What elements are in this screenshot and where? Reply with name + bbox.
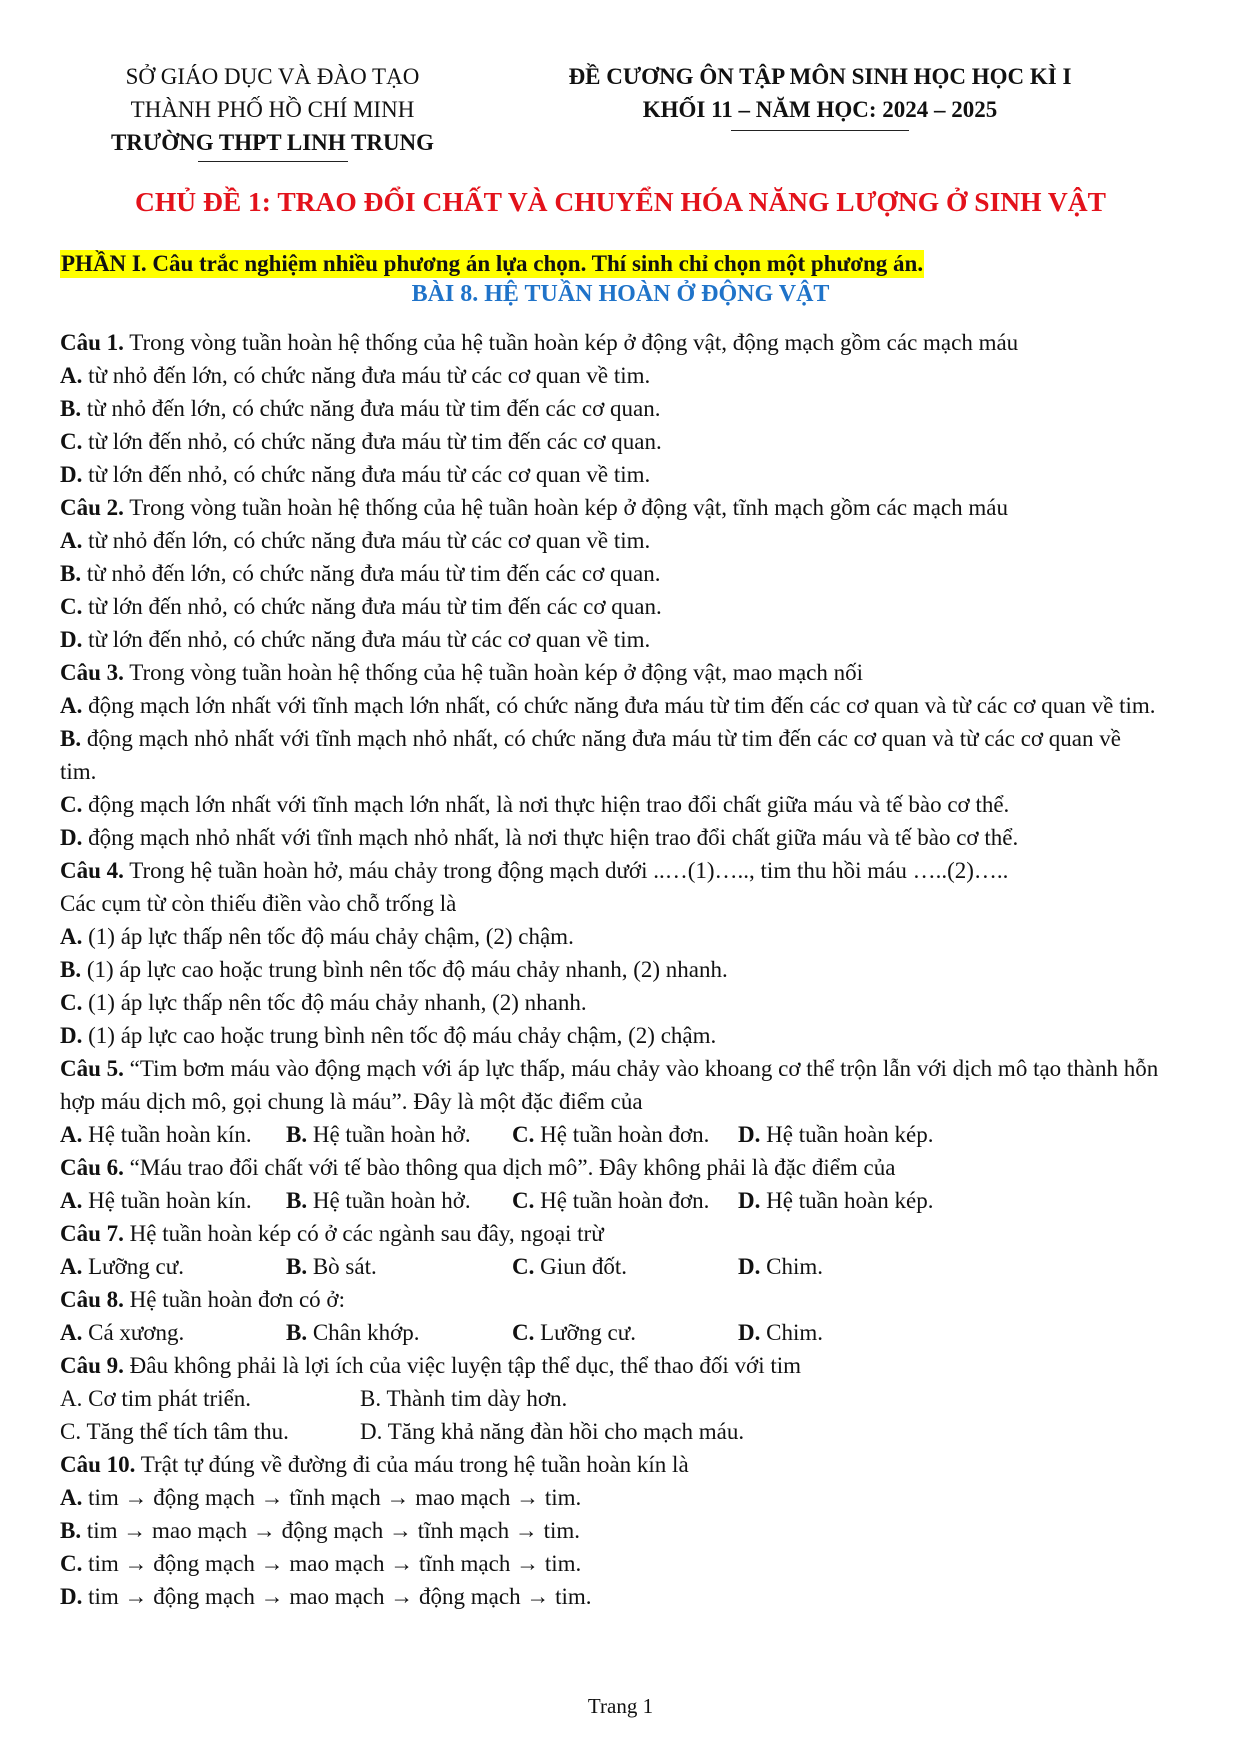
question-text: Hệ tuần hoàn đơn có ở: [129, 1287, 345, 1312]
option: C. từ lớn đến nhỏ, có chức năng đưa máu từ tim đến các cơ quan. [60, 594, 662, 619]
question-9: Câu 9. Đâu không phải là lợi ích của việc luyện tập thể dục, thể thao đối với tim [60, 1353, 802, 1378]
option: D. Hệ tuần hoàn kép. [738, 1122, 934, 1147]
option: C. từ lớn đến nhỏ, có chức năng đưa máu từ tim đến các cơ quan. [60, 429, 662, 454]
option: B. từ nhỏ đến lớn, có chức năng đưa máu từ tim đến các cơ quan. [60, 396, 661, 421]
option: B. (1) áp lực cao hoặc trung bình nên tốc độ máu chảy nhanh, (2) nhanh. [60, 957, 728, 982]
option: A. tim → động mạch → tĩnh mạch → mao mạch → tim. [60, 1485, 582, 1510]
option: D. từ lớn đến nhỏ, có chức năng đưa máu từ các cơ quan về tim. [60, 462, 651, 487]
header-right [530, 60, 1110, 131]
question-list [60, 326, 1185, 1613]
option: D. tim → động mạch → mao mạch → động mạch → tim. [60, 1584, 592, 1609]
grade-year: KHỐI 11 – NĂM HỌC: 2024 – 2025 [642, 97, 998, 122]
option: B. Bò sát. [286, 1254, 377, 1279]
option: C. Giun đốt. [512, 1254, 628, 1279]
lesson-heading: BÀI 8. HỆ TUẦN HOÀN Ở ĐỘNG VẬT [411, 281, 830, 307]
part-heading: PHẦN I. Câu trắc nghiệm nhiều phương án lựa chọn. Thí sinh chỉ chọn một phương án. [61, 251, 924, 276]
question-8: Câu 8. Hệ tuần hoàn đơn có ở: [60, 1287, 345, 1312]
option: B. tim → mao mạch → động mạch → tĩnh mạch → tim. [60, 1518, 580, 1543]
options-row [60, 1382, 1185, 1415]
option: D. Chim. [738, 1254, 823, 1279]
option: A. từ nhỏ đến lớn, có chức năng đưa máu từ các cơ quan về tim. [60, 363, 651, 388]
option: D. Chim. [738, 1320, 823, 1345]
question-1: Câu 1. Trong vòng tuần hoàn hệ thống của hệ tuần hoàn kép ở động vật, động mạch gồm các mạch máu [60, 330, 1019, 355]
option: C. Tăng thể tích tâm thu. [60, 1419, 289, 1444]
options-row [60, 1184, 1185, 1217]
options-row [60, 1118, 1185, 1151]
option: C. động mạch lớn nhất với tĩnh mạch lớn nhất, là nơi thực hiện trao đổi chất giữa máu và tế bào cơ thể. [60, 792, 1010, 817]
question-text: “Máu trao đổi chất với tế bào thông qua dịch mô”. Đây không phải là đặc điểm của [129, 1155, 896, 1180]
option: A. Cơ tim phát triển. [60, 1386, 252, 1411]
option: B. Hệ tuần hoàn hở. [286, 1188, 471, 1213]
question-10: Câu 10. Trật tự đúng về đường đi của máu trong hệ tuần hoàn kín là [60, 1452, 689, 1477]
question-3: Câu 3. Trong vòng tuần hoàn hệ thống của hệ tuần hoàn kép ở động vật, mao mạch nối [60, 660, 864, 685]
question-2: Câu 2. Trong vòng tuần hoàn hệ thống của hệ tuần hoàn kép ở động vật, tĩnh mạch gồm các mạch máu [60, 495, 1008, 520]
question-text: Trong vòng tuần hoàn hệ thống của hệ tuần hoàn kép ở động vật, động mạch gồm các mạch máu [129, 330, 1019, 355]
header-left-underline [198, 161, 348, 162]
question-4: Câu 4. Trong hệ tuần hoàn hở, máu chảy trong động mạch dưới ..…(1)….., tim thu hồi máu …..(2)….. [60, 858, 1009, 883]
header-right-underline [731, 130, 909, 131]
department-name: SỞ GIÁO DỤC VÀ ĐÀO TẠO [125, 64, 420, 89]
school-name: TRƯỜNG THPT LINH TRUNG [110, 130, 435, 155]
question-text: Trong vòng tuần hoàn hệ thống của hệ tuần hoàn kép ở động vật, tĩnh mạch gồm các mạch máu [129, 495, 1008, 520]
option: A. Hệ tuần hoàn kín. [60, 1122, 252, 1147]
question-text: “Tim bơm máu vào động mạch với áp lực thấp, máu chảy vào khoang cơ thể trộn lẫn với dịch mô tạo thành hỗn hợp máu dịch mô, gọi chung là máu”. Đây là một đặc điểm của [60, 1056, 1159, 1114]
option: B. Hệ tuần hoàn hở. [286, 1122, 471, 1147]
option: C. (1) áp lực thấp nên tốc độ máu chảy nhanh, (2) nhanh. [60, 990, 587, 1015]
city-name: THÀNH PHỐ HỒ CHÍ MINH [130, 97, 415, 122]
options-row [60, 1250, 1185, 1283]
option: A. (1) áp lực thấp nên tốc độ máu chảy chậm, (2) chậm. [60, 924, 574, 949]
option: B. động mạch nhỏ nhất với tĩnh mạch nhỏ nhất, có chức năng đưa máu từ tim đến các cơ quan và từ các cơ quan về tim. [60, 726, 1121, 784]
option: D. (1) áp lực cao hoặc trung bình nên tốc độ máu chảy chậm, (2) chậm. [60, 1023, 717, 1048]
option: C. Hệ tuần hoàn đơn. [512, 1122, 710, 1147]
question-text: Đâu không phải là lợi ích của việc luyện tập thể dục, thể thao đối với tim [129, 1353, 802, 1378]
option: A. Cá xương. [60, 1320, 185, 1345]
option: A. động mạch lớn nhất với tĩnh mạch lớn nhất, có chức năng đưa máu từ tim đến các cơ quan và từ các cơ quan về tim. [60, 693, 1156, 718]
question-text: Trong vòng tuần hoàn hệ thống của hệ tuần hoàn kép ở động vật, mao mạch nối [129, 660, 864, 685]
question-text: Trong hệ tuần hoàn hở, máu chảy trong động mạch dưới ..…(1)….., tim thu hồi máu …..(2)….. [129, 858, 1009, 883]
option: B. Chân khớp. [286, 1320, 420, 1345]
options-row [60, 1316, 1185, 1349]
question-text-continued: Các cụm từ còn thiếu điền vào chỗ trống là [60, 891, 457, 916]
page-number: Trang 1 [587, 1694, 654, 1718]
option: D. từ lớn đến nhỏ, có chức năng đưa máu từ các cơ quan về tim. [60, 627, 651, 652]
option: C. Lưỡng cư. [512, 1320, 636, 1345]
option: B. Thành tim dày hơn. [360, 1386, 568, 1411]
document-title: ĐỀ CƯƠNG ÔN TẬP MÔN SINH HỌC HỌC KÌ I [568, 64, 1072, 89]
option: D. Hệ tuần hoàn kép. [738, 1188, 934, 1213]
question-text: Hệ tuần hoàn kép có ở các ngành sau đây, ngoại trừ [129, 1221, 604, 1246]
question-7: Câu 7. Hệ tuần hoàn kép có ở các ngành sau đây, ngoại trừ [60, 1221, 604, 1246]
option: C. tim → động mạch → mao mạch → tĩnh mạch → tim. [60, 1551, 582, 1576]
option: B. từ nhỏ đến lớn, có chức năng đưa máu từ tim đến các cơ quan. [60, 561, 661, 586]
option: C. Hệ tuần hoàn đơn. [512, 1188, 710, 1213]
options-row [60, 1415, 1185, 1448]
question-6: Câu 6. “Máu trao đổi chất với tế bào thông qua dịch mô”. Đây không phải là đặc điểm của [60, 1155, 896, 1180]
header-left [95, 60, 450, 162]
option: D. động mạch nhỏ nhất với tĩnh mạch nhỏ nhất, là nơi thực hiện trao đổi chất giữa máu và tế bào cơ thể. [60, 825, 1019, 850]
topic-heading: CHỦ ĐỀ 1: TRAO ĐỔI CHẤT VÀ CHUYỂN HÓA NĂNG LƯỢNG Ở SINH VẬT [134, 186, 1106, 217]
question-text: Trật tự đúng về đường đi của máu trong hệ tuần hoàn kín là [140, 1452, 689, 1477]
option: A. Hệ tuần hoàn kín. [60, 1188, 252, 1213]
option: A. Lưỡng cư. [60, 1254, 184, 1279]
question-5: Câu 5. “Tim bơm máu vào động mạch với áp lực thấp, máu chảy vào khoang cơ thể trộn lẫn với dịch mô tạo thành hỗn hợp máu dịch mô, gọi chung là máu”. Đây là một đặc điểm của [60, 1056, 1159, 1114]
option: D. Tăng khả năng đàn hồi cho mạch máu. [360, 1419, 745, 1444]
option: A. từ nhỏ đến lớn, có chức năng đưa máu từ các cơ quan về tim. [60, 528, 651, 553]
